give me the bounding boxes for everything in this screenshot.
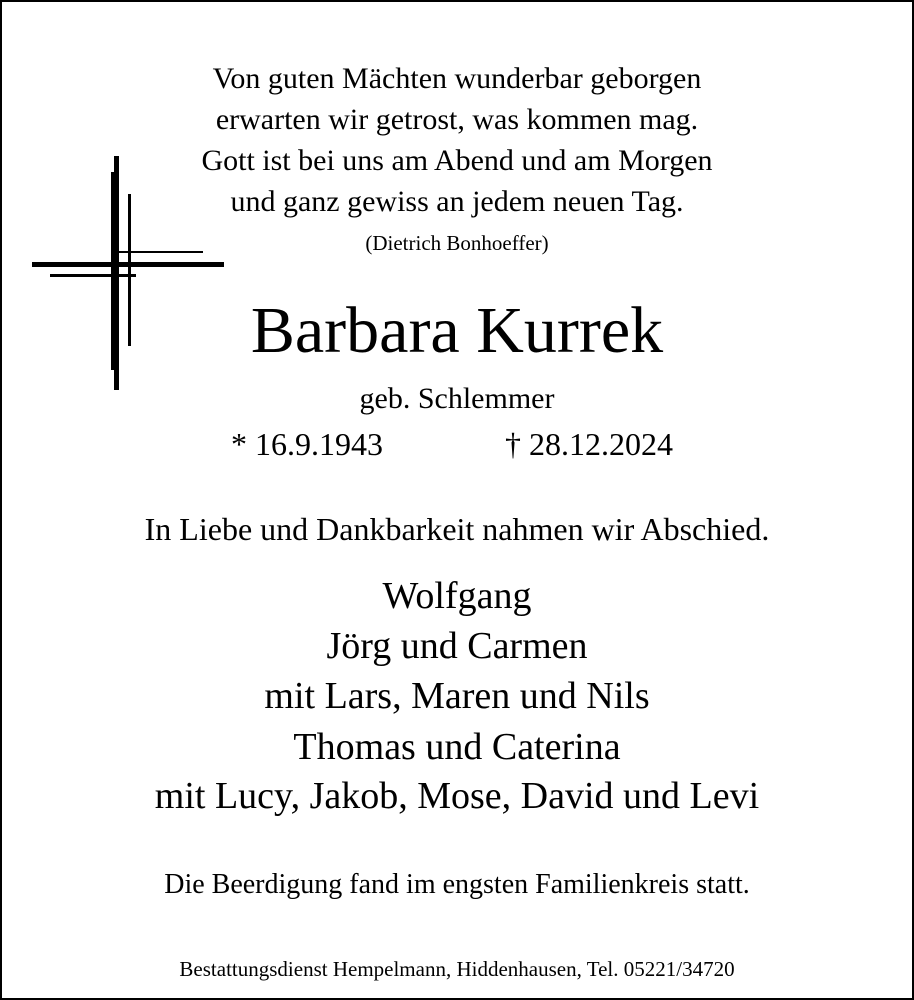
family-member: Wolfgang [382, 575, 532, 617]
family-member: mit Lucy, Jakob, Mose, David und Levi [154, 775, 760, 817]
family-member: Jörg und Carmen [326, 625, 588, 667]
death-date: † 28.12.2024 [505, 426, 673, 462]
funeral-note: Die Beerdigung fand im engsten Familienkreis statt. [164, 869, 750, 900]
undertaker-info: Bestattungsdienst Hempelmann, Hiddenhausen, Tel. 05221/34720 [179, 957, 735, 981]
farewell-text: In Liebe und Dankbarkeit nahmen wir Abschied. [144, 511, 770, 547]
family-member: Thomas und Caterina [293, 726, 621, 768]
maiden-name: geb. Schlemmer [359, 382, 555, 415]
poem-line: Gott ist bei uns am Abend und am Morgen [201, 144, 713, 177]
poem-line: erwarten wir getrost, was kommen mag. [215, 103, 699, 136]
birth-date: * 16.9.1943 [231, 426, 383, 462]
deceased-name: Barbara Kurrek [250, 294, 664, 367]
poem-line: und ganz gewiss an jedem neuen Tag. [230, 185, 684, 218]
poem-line: Von guten Mächten wunderbar geborgen [212, 62, 702, 95]
poem-attribution: (Dietrich Bonhoeffer) [365, 231, 549, 255]
family-member: mit Lars, Maren und Nils [264, 675, 650, 717]
